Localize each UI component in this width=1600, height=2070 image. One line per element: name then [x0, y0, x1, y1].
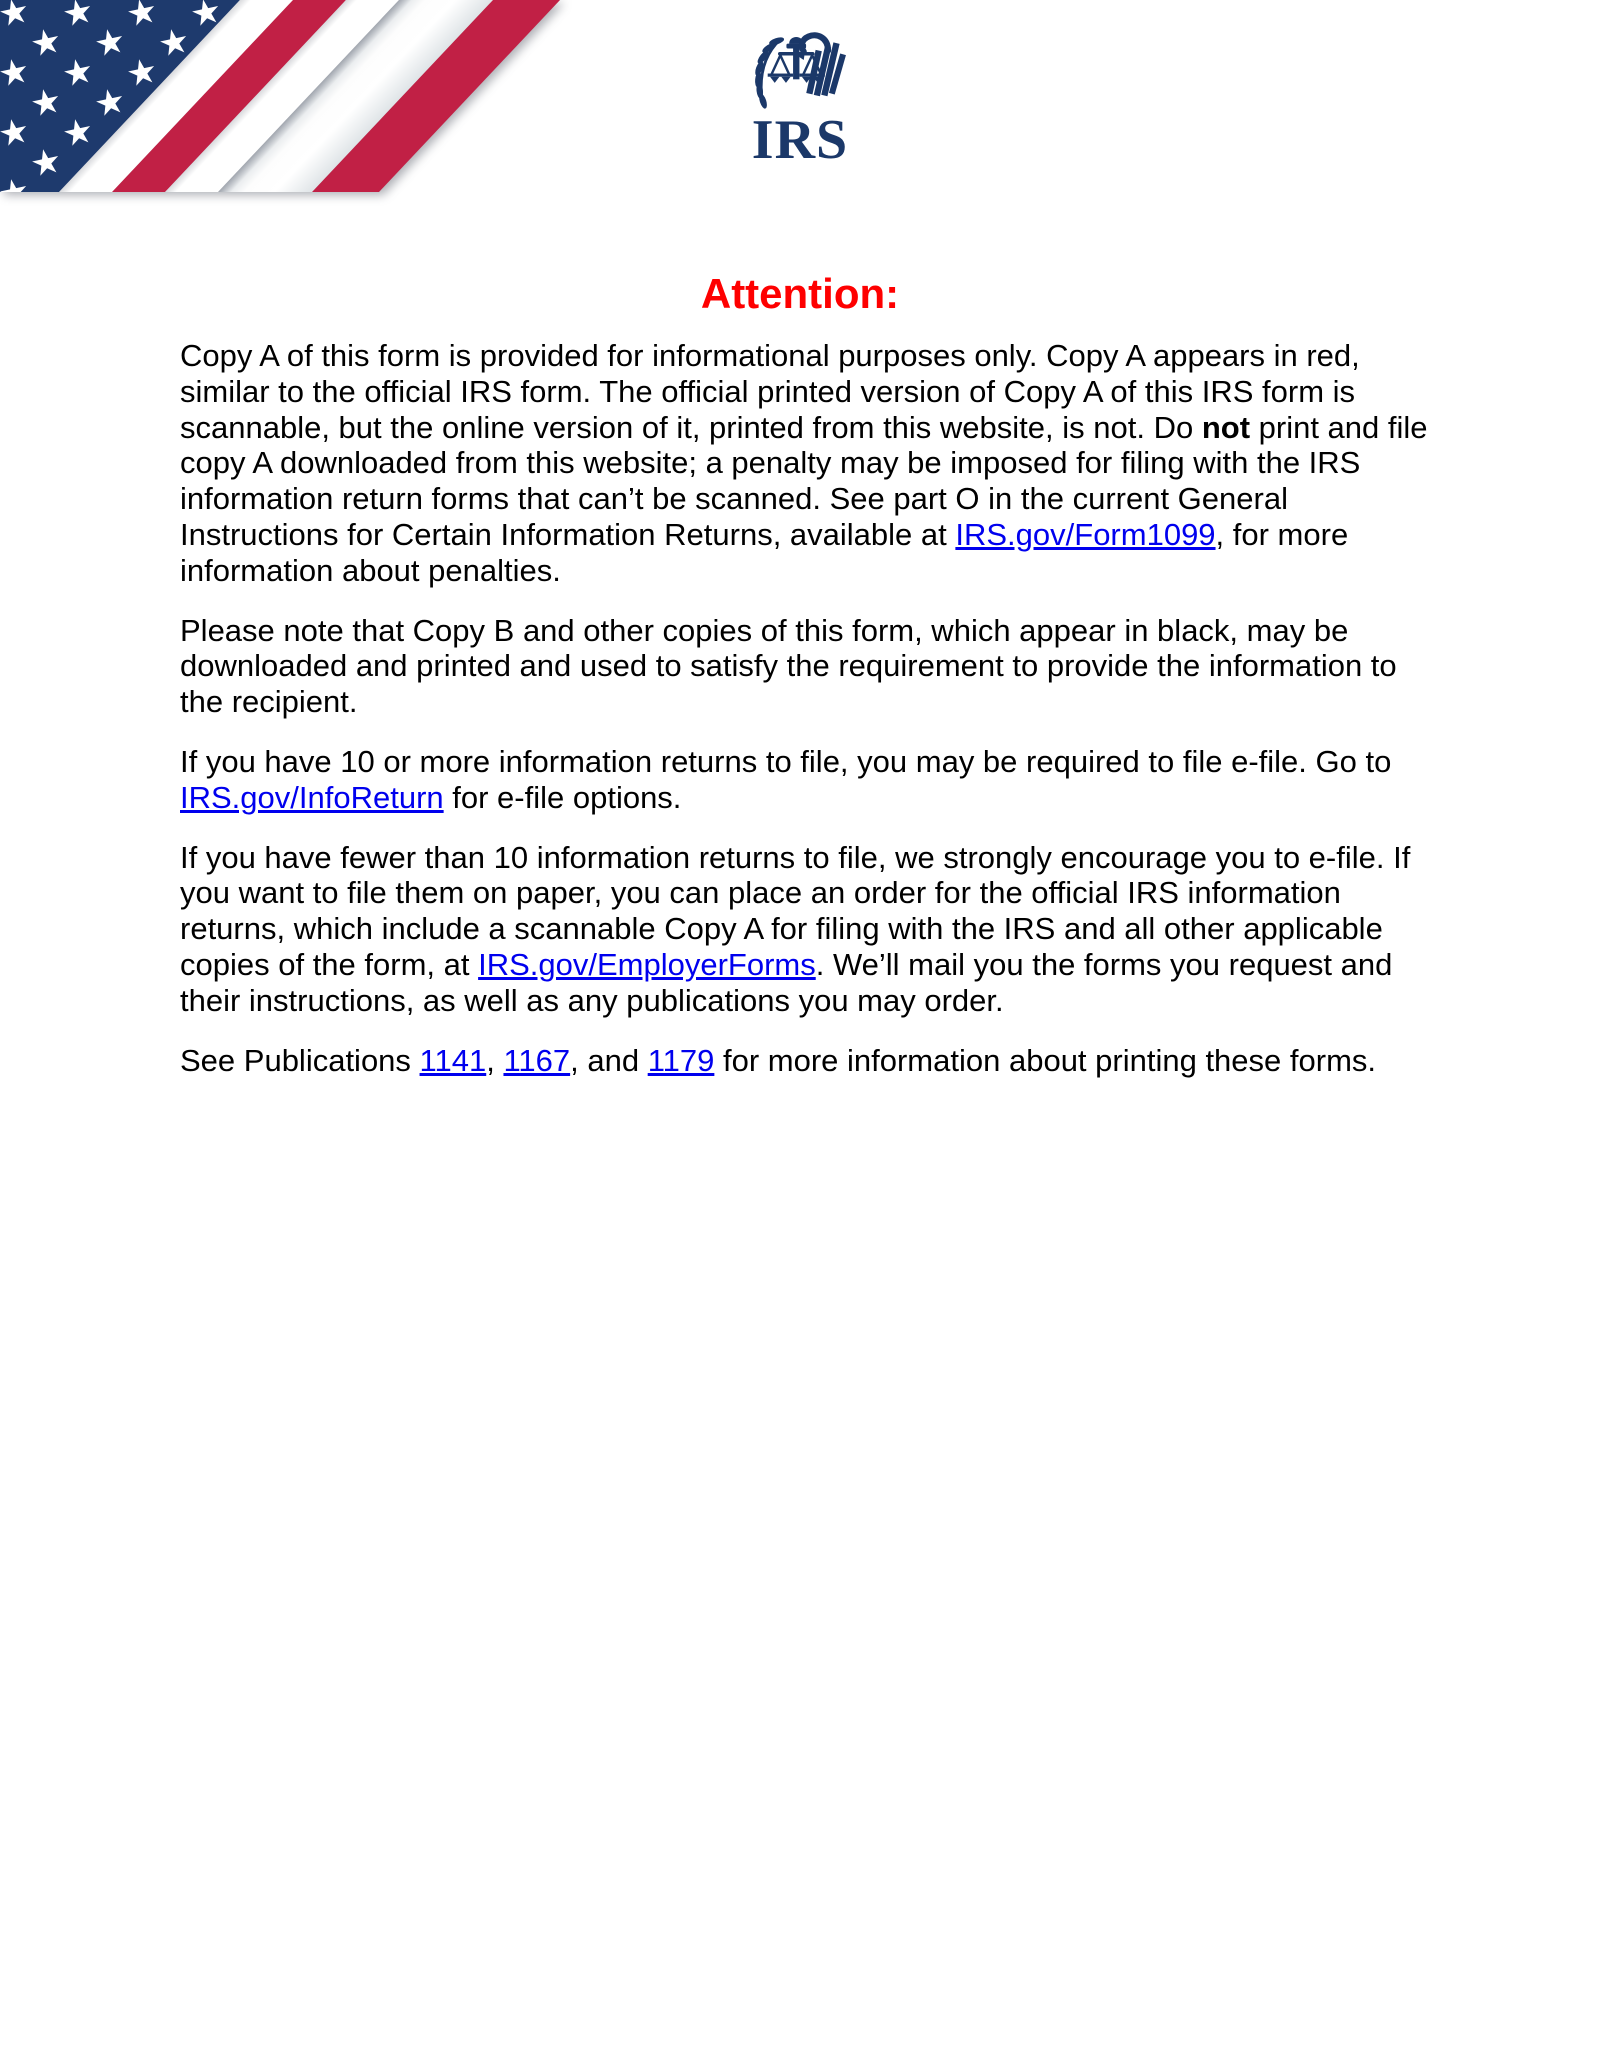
text-run: , and: [570, 1042, 648, 1078]
text-run: See Publications: [180, 1042, 420, 1078]
text-run: If you have 10 or more information returns to file, you may be required to file e-file. Go to: [180, 743, 1392, 779]
hyperlink[interactable]: 1167: [503, 1042, 571, 1078]
hyperlink[interactable]: 1179: [647, 1042, 715, 1078]
body-paragraphs: [180, 338, 1432, 1102]
text-run: print and file copy A downloaded from this website; a penalty may be imposed for filing with the IRS information return forms that can’t be scanned. See part O in the current General Instructions for Certain Information Returns, available at: [180, 409, 1428, 552]
hyperlink[interactable]: IRS.gov/EmployerForms: [478, 946, 816, 982]
paragraph: [180, 338, 1432, 589]
text-run: ,: [486, 1042, 504, 1078]
bold-text: not: [1201, 409, 1251, 445]
irs-eagle-icon: [749, 30, 851, 118]
text-run: If you have fewer than 10 information returns to file, we strongly encourage you to e-file. If you want to file them on paper, you can place an order for the official IRS information returns, which include a scannable Copy A for filing with the IRS and all other applicable copies of the form, at: [180, 839, 1411, 982]
text-run: for more information about printing these forms.: [714, 1042, 1377, 1078]
text-run: , for more information about penalties.: [180, 516, 1349, 588]
irs-wordmark: IRS: [751, 109, 849, 171]
attention-heading: Attention:: [700, 270, 900, 317]
text-run: for e-file options.: [443, 779, 682, 815]
paragraph: [180, 613, 1432, 720]
hyperlink[interactable]: IRS.gov/Form1099: [955, 516, 1216, 552]
hyperlink[interactable]: 1141: [419, 1042, 487, 1078]
text-run: Copy A of this form is provided for informational purposes only. Copy A appears in red, similar to the official IRS form. The official printed version of Copy A of this IRS form is scannable, but the online version of it, printed from this website, is not. Do: [180, 338, 1360, 445]
paragraph: [180, 840, 1432, 1019]
text-run: . We’ll mail you the forms you request and their instructions, as well as any publications you may order.: [180, 946, 1393, 1018]
paragraph: [180, 1043, 1432, 1079]
hyperlink[interactable]: IRS.gov/InfoReturn: [180, 779, 444, 815]
paragraph: [180, 744, 1432, 816]
irs-logo: [0, 30, 1600, 171]
text-run: Please note that Copy B and other copies of this form, which appear in black, may be downloaded and printed and used to satisfy the requirement to provide the information to the recipient.: [180, 612, 1397, 720]
